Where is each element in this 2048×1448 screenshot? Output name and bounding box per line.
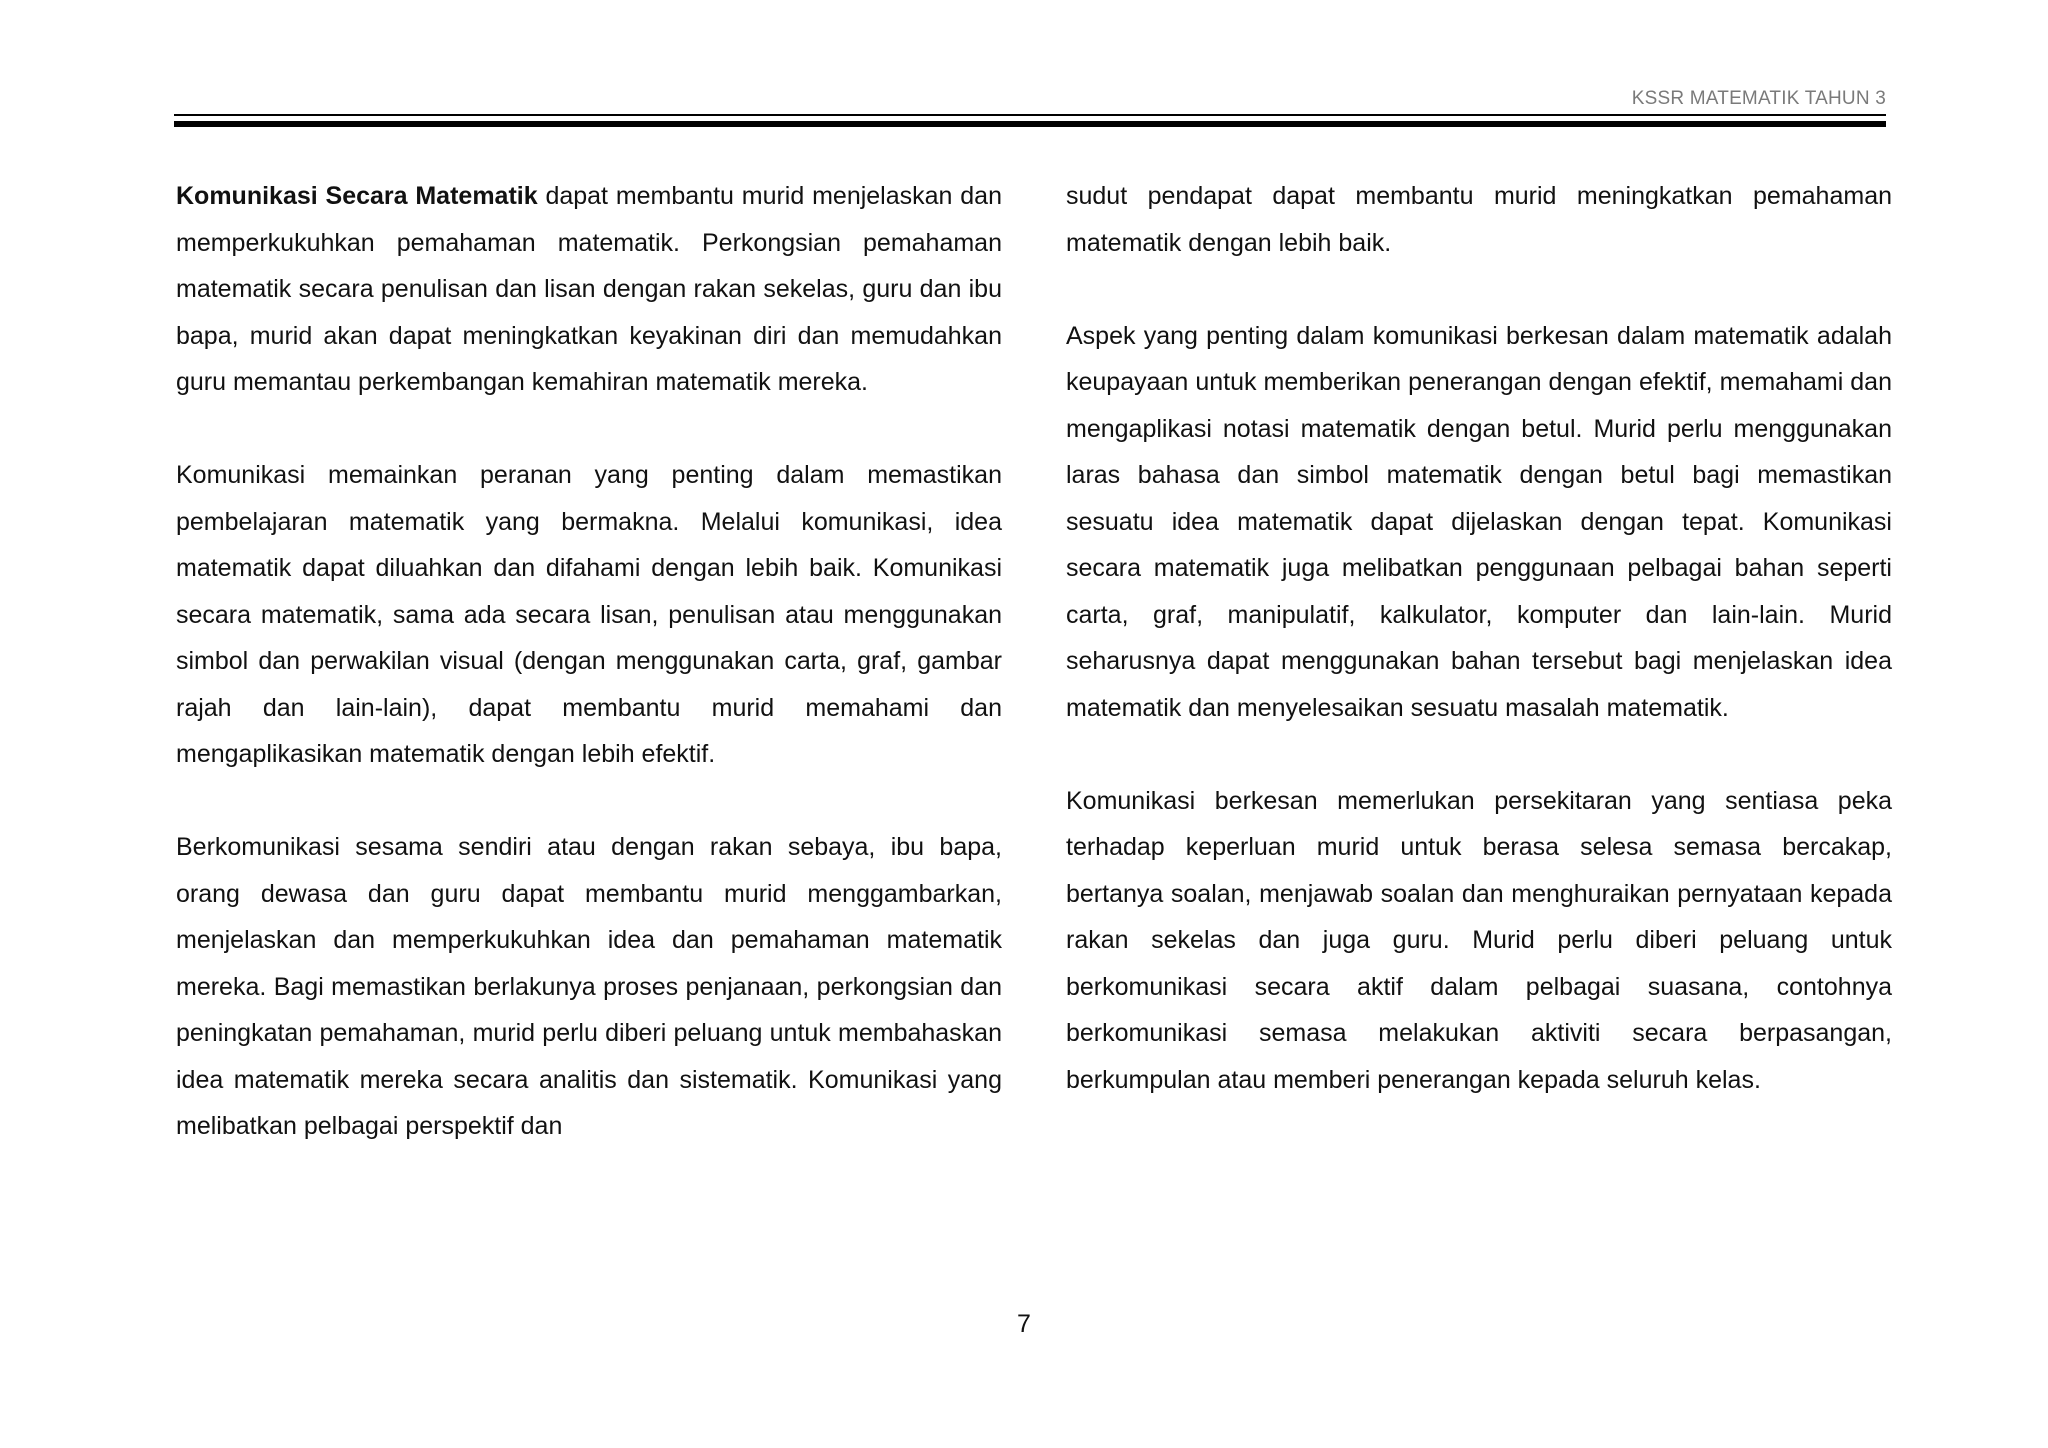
- right-column: [1066, 173, 1892, 1150]
- bold-term: Komunikasi Secara Matematik: [176, 182, 538, 210]
- paragraph-text: dapat membantu murid menjelaskan dan memperkukuhkan pemahaman matematik. Perkongsian pemahaman matematik secara penulisan dan lisan dengan rakan sekelas, guru dan ibu bapa, murid akan dapat meningkatkan keyakinan diri dan memudahkan guru memantau perkembangan kemahiran matematik mereka.: [176, 182, 1002, 396]
- left-column: [176, 173, 1002, 1196]
- paragraph-komunikasi-secara-matematik: [176, 173, 1002, 406]
- header-title: KSSR MATEMATIK TAHUN 3: [1631, 88, 1886, 109]
- paragraph-peranan-komunikasi: Komunikasi memainkan peranan yang penting dalam memastikan pembelajaran matematik yang bermakna. Melalui komunikasi, idea matematik dapat diluahkan dan difahami dengan lebih baik. Komunikasi secara matematik, sama ada secara lisan, penulisan atau menggunakan simbol dan perwakilan visual (dengan menggunakan carta, graf, gambar rajah dan lain-lain), dapat membantu murid memahami dan mengaplikasikan matematik dengan lebih efektif.: [176, 461, 1002, 768]
- paragraph-sudut-pendapat: sudut pendapat dapat membantu murid meningkatkan pemahaman matematik dengan lebih baik.: [1066, 182, 1892, 257]
- paragraph-aspek-penting: Aspek yang penting dalam komunikasi berkesan dalam matematik adalah keupayaan untuk memberikan penerangan dengan efektif, memahami dan mengaplikasi notasi matematik dengan betul. Murid perlu menggunakan laras bahasa dan simbol matematik dengan betul bagi memastikan sesuatu idea matematik dapat dijelaskan dengan tepat. Komunikasi secara matematik juga melibatkan penggunaan pelbagai bahan seperti carta, graf, manipulatif, kalkulator, komputer dan lain-lain. Murid seharusnya dapat menggunakan bahan tersebut bagi menjelaskan idea matematik dan menyelesaikan sesuatu masalah matematik.: [1066, 321, 1892, 722]
- paragraph-komunikasi-berkesan: Komunikasi berkesan memerlukan persekitaran yang sentiasa peka terhadap keperluan murid untuk berasa selesa semasa bercakap, bertanya soalan, menjawab soalan dan menghuraikan pernyataan kepada rakan sekelas dan juga guru. Murid perlu diberi peluang untuk berkomunikasi secara aktif dalam pelbagai suasana, contohnya berkomunikasi semasa melakukan aktiviti secara berpasangan, berkumpulan atau memberi penerangan kepada seluruh kelas.: [1066, 786, 1892, 1094]
- paragraph-berkomunikasi-sesama: Berkomunikasi sesama sendiri atau dengan rakan sebaya, ibu bapa, orang dewasa dan guru dapat membantu murid menggambarkan, menjelaskan dan memperkukuhkan idea dan pemahaman matematik mereka. Bagi memastikan berlakunya proses penjanaan, perkongsian dan peningkatan pemahaman, murid perlu diberi peluang untuk membahaskan idea matematik mereka secara analitis dan sistematik. Komunikasi yang melibatkan pelbagai perspektif dan: [176, 833, 1002, 1140]
- header-rule-thin: [174, 114, 1886, 116]
- header-rule-thick: [174, 121, 1886, 127]
- page-number: 7: [1017, 1310, 1031, 1338]
